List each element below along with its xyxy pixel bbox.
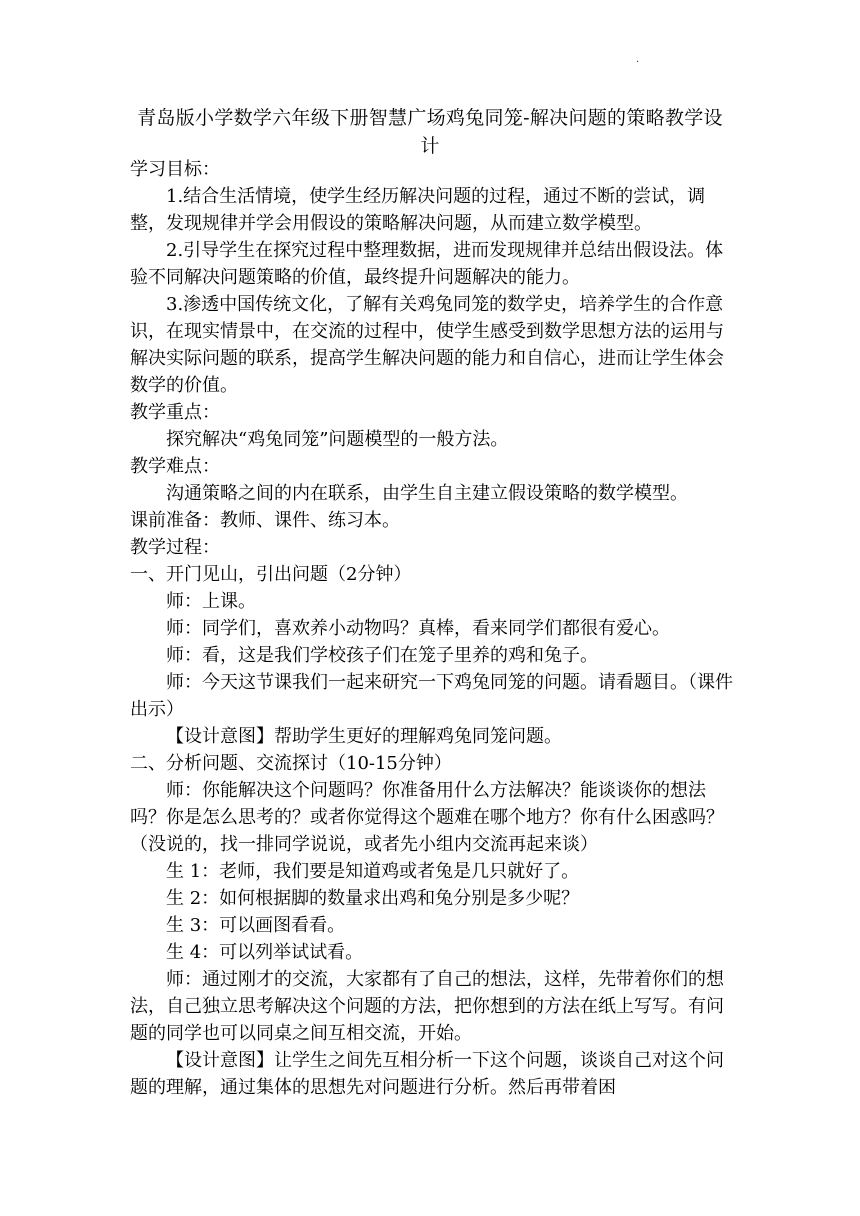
body-paragraph: 【设计意图】帮助学生更好的理解鸡兔同笼问题。	[166, 726, 562, 747]
section-heading: 学习目标：	[130, 159, 220, 180]
body-paragraph: 师：今天这节课我们一起来研究一下鸡兔同笼的问题。请看题目。（课件出示）	[130, 672, 733, 720]
body-paragraph: 生 2：如何根据脚的数量求出鸡和兔分别是多少呢？	[166, 888, 580, 909]
section-heading: 一、开门见山，引出问题（2分钟）	[130, 564, 412, 585]
body-paragraph: 师：你能解决这个问题吗？你准备用什么方法解决？能谈谈你的想法吗？你是怎么思考的？或者你觉得这个题难在哪个地方？你有什么困惑吗？（没说的，找一排同学说说，或者先小组内交流再起来谈）	[130, 780, 724, 855]
body-paragraph: 生 4：可以列举试试看。	[166, 942, 364, 963]
section-heading: 课前准备：教师、课件、练习本。	[130, 510, 400, 531]
body-paragraph: 师：通过刚才的交流，大家都有了自己的想法，这样，先带着你们的想法，自己独立思考解决这个问题的方法，把你想到的方法在纸上写写。有问题的同学也可以同桌之间互相交流，开始。	[130, 969, 724, 1044]
document-body	[130, 156, 736, 1101]
header-mark: ·	[636, 57, 640, 68]
body-paragraph: 沟通策略之间的内在联系，由学生自主建立假设策略的数学模型。	[166, 483, 688, 504]
body-paragraph: 师：上课。	[166, 591, 256, 612]
body-paragraph: 探究解决“鸡兔同笼”问题模型的一般方法。	[166, 429, 509, 450]
section-heading: 教学重点：	[130, 402, 220, 423]
body-paragraph: 2.引导学生在探究过程中整理数据，进而发现规律并总结出假设法。体验不同解决问题策略的价值，最终提升问题解决的能力。	[130, 240, 724, 288]
section-heading: 教学难点：	[130, 456, 220, 477]
body-paragraph: 【设计意图】让学生之间先互相分析一下这个问题，谈谈自己对这个问题的理解，通过集体的思想先对问题进行分析。然后再带着困	[130, 1050, 724, 1098]
document-title: 青岛版小学数学六年级下册智慧广场鸡兔同笼-解决问题的策略教学设计	[137, 107, 723, 157]
body-paragraph: 3.渗透中国传统文化，了解有关鸡兔同笼的数学史，培养学生的合作意识，在现实情景中，在交流的过程中，使学生感受到数学思想方法的运用与解决实际问题的联系，提高学生解决问题的能力和自信心，进而让学生体会数学的价值。	[130, 294, 724, 396]
section-heading: 二、分析问题、交流探讨（10-15分钟）	[130, 753, 452, 774]
body-paragraph: 生 3：可以画图看看。	[166, 915, 346, 936]
body-paragraph: 1.结合生活情境，使学生经历解决问题的过程，通过不断的尝试，调整，发现规律并学会用假设的策略解决问题，从而建立数学模型。	[130, 186, 706, 234]
body-paragraph: 师：看，这是我们学校孩子们在笼子里养的鸡和兔子。	[166, 645, 598, 666]
section-heading: 教学过程：	[130, 537, 220, 558]
body-paragraph: 生 1：老师，我们要是知道鸡或者兔是几只就好了。	[166, 861, 580, 882]
body-paragraph: 师：同学们，喜欢养小动物吗？真棒，看来同学们都很有爱心。	[166, 618, 670, 639]
